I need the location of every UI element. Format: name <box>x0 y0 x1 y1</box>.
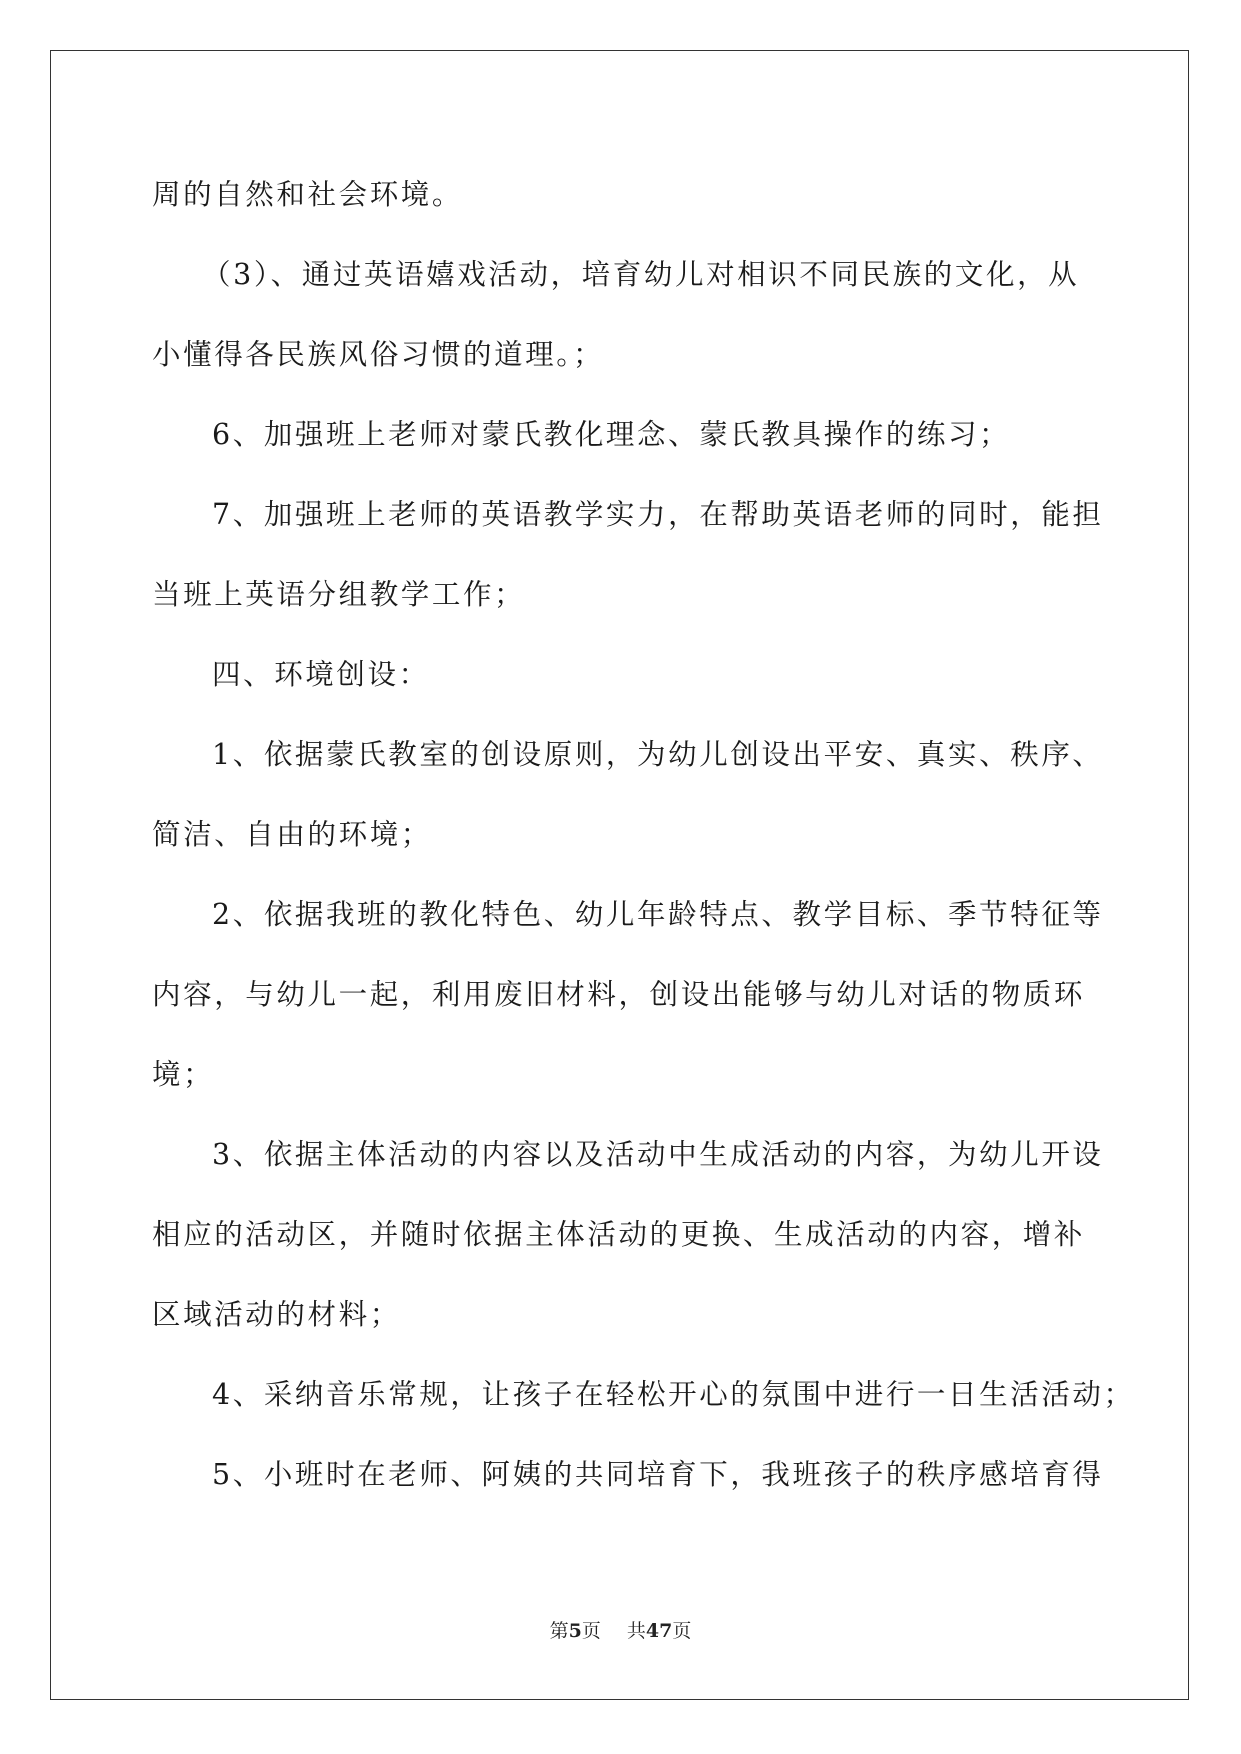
page-suffix: 页 <box>581 1620 601 1642</box>
document-body <box>152 155 1135 1515</box>
paragraph-line: 7、加强班上老师的英语教学实力，在帮助英语老师的同时，能担 <box>212 498 1104 531</box>
page-footer <box>0 1616 1241 1643</box>
paragraph-line: 2、依据我班的教化特色、幼儿年龄特点、教学目标、季节特征等 <box>212 898 1104 931</box>
paragraph-line: 5、小班时在老师、阿姨的共同培育下，我班孩子的秩序感培育得 <box>212 1458 1104 1491</box>
paragraph-line: 内容，与幼儿一起，利用废旧材料，创设出能够与幼儿对话的物质环 <box>152 978 1086 1011</box>
paragraph-line: 相应的活动区，并随时依据主体活动的更换、生成活动的内容，增补 <box>152 1218 1086 1251</box>
paragraph-line: （3）、通过英语嬉戏活动，培育幼儿对相识不同民族的文化，从 <box>202 258 1080 291</box>
paragraph-line: 6、加强班上老师对蒙氏教化理念、蒙氏教具操作的练习； <box>212 418 1011 451</box>
paragraph-line: 周的自然和社会环境。 <box>152 178 464 211</box>
paragraph-line: 1、依据蒙氏教室的创设原则，为幼儿创设出平安、真实、秩序、 <box>212 738 1104 771</box>
section-heading: 四、环境创设： <box>212 658 430 691</box>
paragraph-line: 境； <box>152 1058 215 1091</box>
total-suffix: 页 <box>672 1620 692 1642</box>
total-pages: 47 <box>645 1620 673 1642</box>
page-prefix: 第 <box>549 1620 569 1642</box>
paragraph-line: 区域活动的材料； <box>152 1298 401 1331</box>
paragraph-line: 小懂得各民族风俗习惯的道理。； <box>152 338 605 371</box>
paragraph-line: 3、依据主体活动的内容以及活动中生成活动的内容，为幼儿开设 <box>212 1138 1104 1171</box>
total-prefix: 共 <box>626 1620 646 1642</box>
paragraph-line: 简洁、自由的环境； <box>152 818 432 851</box>
paragraph-line: 当班上英语分组教学工作； <box>152 578 526 611</box>
paragraph-line: 4、采纳音乐常规，让孩子在轻松开心的氛围中进行一日生活活动； <box>212 1378 1135 1411</box>
page-number: 5 <box>568 1620 582 1642</box>
